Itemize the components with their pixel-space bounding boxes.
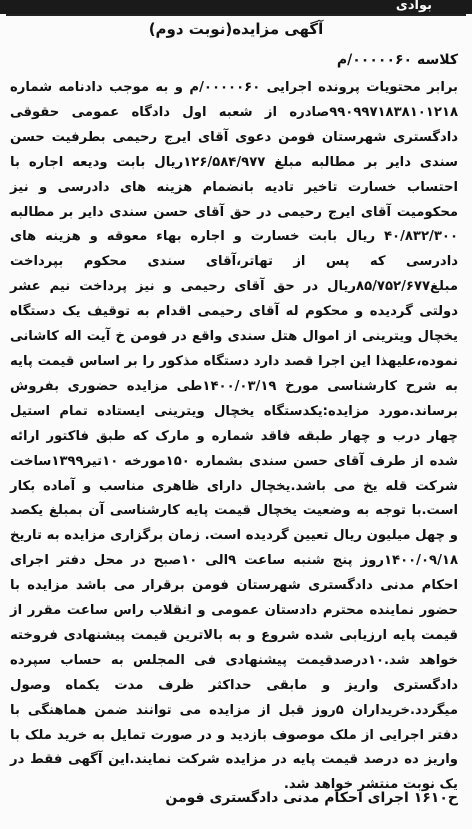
top-header-band — [0, 0, 472, 14]
notice-signature: ح۱۶۱۰ اجرای احکام مدنی دادگستری فومن — [165, 790, 458, 806]
file-number: کلاسه ۰۰۰۰۰۶۰/م — [336, 52, 458, 68]
header-band-label: بوادی — [395, 0, 432, 13]
header-divider — [6, 14, 466, 16]
notice-body: برابر محتویات پرونده اجرایی ۰۰۰۰۰۶۰/م و به موجب دادنامه شماره ۹۹۰۹۹۷۱۸۳۸۱۰۱۲۱۸صادره از شعبه اول دادگاه عمومی حقوقی دادگستری شهرستان فومن دعوی آقای ایرج رحیمی بطرفیت حسن سندی دایر بر مطالبه مبلغ ۱۲۶/۵۸۴/۹۷۷ریال بابت ودیعه اجاره با احتساب خسارت تاخیر تادیه بانضمام هزینه های دادرسی و نیز محکومیت آقای ایرج رحیمی در حق آقای حسن سندی دایر بر مطالبه ۴۰/۸۳۲/۳۰۰ ریال بابت خسارت و اجاره بهاء معوقه و هزینه های دادرسی که پس از تهاتر،آقای سندی محکوم بپرداخت مبلغ۸۵/۷۵۲/۶۷۷ریال در حق آقای رحیمی و نیز پرداخت نیم عشر دولتی گردیده و محکوم له آقای رحیمی اقدام به توقیف یک دستگاه یخچال ویترینی از اموال هتل سندی واقع در فومن خ آیت اله کاشانی نموده،علیهذا این اجرا قصد دارد دستگاه مذکور را بر اساس قیمت پایه به شرح کارشناسی مورخ ۱۴۰۰/۰۳/۱۹طی مزایده حضوری بفروش برساند.مورد مزایده:یکدستگاه یخچال ویترینی ایستاده تمام استیل چهار درب و چهار طبقه فاقد شماره و مارک که طبق فاکتور ارائه شده از طرف آقای حسن سندی بشماره ۱۵۰مورخه ۱۰تیر۱۳۹۹ساخت شرکت قله یخ می باشد.یخچال دارای ظاهری مناسب و آماده بکار است.با توجه به وضعیت یخچال قیمت پایه کارشناسی آن بمبلغ یکصد و چهل میلیون ریال تعیین گردیده است. زمان برگزاری مزایده به تاریخ ۱۴۰۰/۰۹/۱۸روز پنج شنبه ساعت ۹الی ۱۰صبح در محل دفتر اجرای احکام مدنی دادگستری شهرستان فومن برقرار می باشد مزایده با حضور نماینده محترم دادستان عمومی و انقلاب راس ساعت مقرر از قیمت پایه ارزیابی شده شروع و به بالاترین قیمت پیشنهادی فروخته خواهد شد.۱۰درصدقیمت پیشنهادی فی المجلس به حساب سپرده دادگستری واریز و مابقی حداکثر ظرف مدت یکماه وصول میگردد.خریداران ۵روز قبل از مزایده می توانند ضمن هماهنگی با دفتر اجرایی از ملک موصوف بازدید و در صورت تمایل به خرید ملک با واریز ده درصد قیمت پایه در مزایده شرکت نمایند.این آگهی فقط در یک نوبت منتشر خواهد شد. — [10, 80, 459, 793]
notice-title: آگهی مزایده(نوبت دوم) — [148, 20, 324, 38]
